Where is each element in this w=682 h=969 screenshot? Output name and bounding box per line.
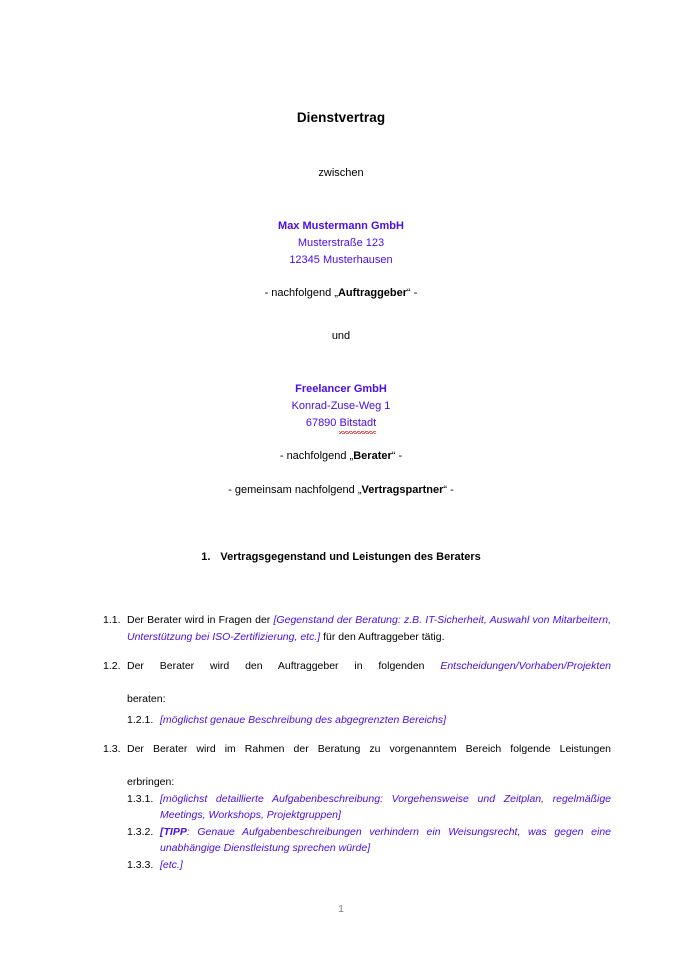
party-a-address (0, 218, 682, 269)
party-b-role-prefix: - nachfolgend „ (279, 450, 354, 462)
clause-1-3-1-placeholder: [möglichst detaillierte Aufgabenbeschreibung: Vorgehensweise und Zeitplan, regelmäßige Meetings, Workshops, Projektgruppen] (160, 792, 611, 821)
party-a-street: Musterstraße 123 (297, 237, 385, 249)
clause-1-1-number: 1.1. (103, 614, 121, 626)
clause-1-3-number: 1.3. (103, 743, 121, 755)
party-a-role-line (0, 287, 682, 299)
clause-1-3-2-placeholder: : Genaue Aufgabenbeschreibungen verhindern ein Weisungsrecht, was gegen eine unabhängige Dienstleistung sprechen würde] (160, 825, 611, 854)
spellcheck-underline-bitstadt: Bitstadt (339, 415, 376, 432)
clause-1-3-text-before: Der Berater wird im Rahmen der Beratung zu vorgenanntem Bereich folgende Leistungen (127, 743, 611, 755)
clause-1-2-sublist (103, 712, 611, 729)
contract-body (103, 612, 611, 873)
clause-1-3-2 (127, 824, 611, 857)
party-a-city: 12345 Musterhausen (289, 254, 393, 266)
section-title: Vertragsgegenstand und Leistungen des Beraters (220, 551, 481, 563)
clause-1-2-text-after: beraten: (127, 693, 166, 705)
clause-1-3-text-after: erbringen: (127, 776, 175, 788)
clause-1-3-3 (127, 857, 611, 874)
page-number: 1 (338, 903, 344, 915)
clause-1-2 (103, 658, 611, 708)
clause-1-1-placeholder: [Gegenstand der Beratung: z.B. IT-Sicherheit, Auswahl von Mitarbeitern, Unterstützung bei ISO-Zertifizierung, etc.] (127, 614, 611, 643)
clause-1-3-sublist (103, 791, 611, 874)
clause-1-2-placeholder: Entscheidungen/Vorhaben/Projekten (440, 660, 611, 672)
clause-1-3-1-number: 1.3.1. (127, 792, 154, 805)
clause-1-2-text-before: Der Berater wird den Auftraggeber in folgenden (127, 660, 441, 672)
party-b-role: Berater (353, 450, 392, 462)
party-a-role-prefix: - nachfolgend „ (264, 287, 338, 299)
joint-role: Vertragspartner (361, 484, 444, 496)
party-b-role-suffix: “ - (391, 450, 403, 462)
party-b-street: Konrad-Zuse-Weg 1 (291, 400, 391, 412)
party-b-city (0, 415, 682, 432)
and-label: und (331, 330, 351, 342)
clause-1-3-2-number: 1.3.2. (127, 825, 154, 838)
party-a-role-suffix: “ - (407, 287, 418, 299)
party-a-name: Max Mustermann GmbH (278, 220, 404, 232)
clause-1-2-1 (127, 712, 611, 729)
party-b-address (0, 381, 682, 432)
clause-1-2-1-placeholder: [möglichst genaue Beschreibung des abgegrenzten Bereichs] (160, 713, 447, 726)
page-title: Dienstvertrag (296, 110, 386, 125)
joint-role-line (0, 484, 682, 496)
party-a-role: Auftraggeber (337, 287, 408, 299)
section-heading (0, 551, 682, 563)
party-b-name: Freelancer GmbH (295, 383, 387, 395)
section-number: 1. (201, 551, 211, 563)
clause-1-1-text-after: für den Auftraggeber tätig. (320, 630, 445, 643)
clause-1-3 (103, 741, 611, 791)
party-b-zip: 67890 (305, 417, 340, 429)
joint-role-prefix: - gemeinsam nachfolgend „ (228, 484, 362, 496)
clause-1-3-1 (127, 791, 611, 824)
clause-1-1-text-before: Der Berater wird in Fragen der (127, 614, 274, 626)
clause-1-3-2-tip-label: [TIPP (160, 825, 187, 838)
party-b-role-line (0, 450, 682, 462)
clause-1-2-number: 1.2. (103, 660, 121, 672)
clause-1-3-3-number: 1.3.3. (127, 858, 154, 871)
joint-role-suffix: “ - (443, 484, 454, 496)
clause-1-1 (103, 612, 611, 645)
between-label: zwischen (318, 167, 364, 179)
clause-1-3-3-placeholder: [etc.] (160, 858, 183, 871)
clause-1-2-1-number: 1.2.1. (127, 713, 154, 726)
